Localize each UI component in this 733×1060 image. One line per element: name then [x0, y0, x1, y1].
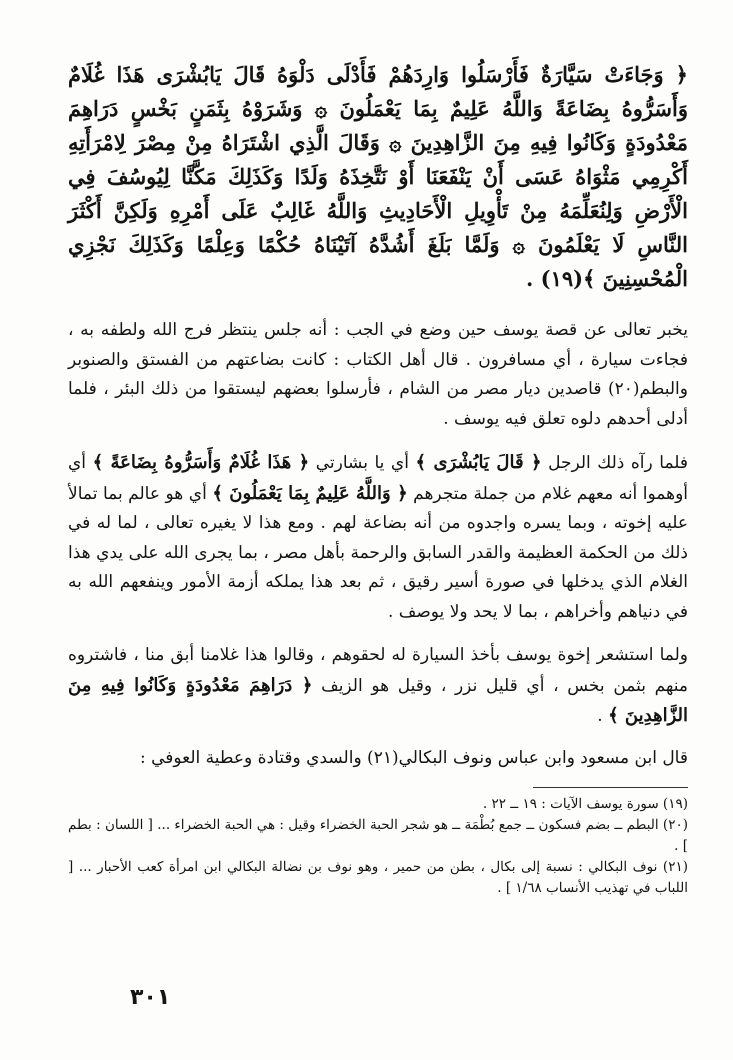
commentary-paragraph-1: يخبر تعالى عن قصة يوسف حين وضع في الجب : أنه جلس ينتظر فرج الله ولطفه به ، فجاءت سيارة ، أي مسافرون . قال أهل الكتاب : كانت بضاعتهم من الفستق والصنوبر والبطم(٢٠) قاصدين ديار مصر من الشام ، فأرسلوا بعضهم ليستقوا من ذلك البئر ، فلما أدلى أحدهم دلوه تعلق فيه يوسف . [68, 320, 688, 429]
text-segment: . [597, 706, 603, 726]
quran-quote: ﴿ قَالَ يَابُشْرَى ﴾ [415, 452, 542, 473]
footnote-19: (١٩) سورة يوسف الآيات : ١٩ ــ ٢٢ . [482, 796, 688, 812]
quran-verse-block: ﴿ وَجَاءَتْ سَيَّارَةٌ فَأَرْسَلُوا وَارِدَهُمْ فَأَدْلَى دَلْوَهُ قَالَ يَابُشْرَى هَذَا غُلَامٌ وَأَسَرُّوهُ بِضَاعَةً وَاللَّهُ عَلِيمٌ بِمَا يَعْمَلُونَ ۞ وَشَرَوْهُ بِثَمَنٍ بَخْسٍ دَرَاهِمَ مَعْدُودَةٍ وَكَانُوا فِيهِ مِنَ الزَّاهِدِينَ ۞ وَقَالَ الَّذِي اشْتَرَاهُ مِنْ مِصْرَ لِامْرَأَتِهِ أَكْرِمِي مَثْوَاهُ عَسَى أَنْ يَنْفَعَنَا أَوْ نَتَّخِذَهُ وَلَدًا وَكَذَلِكَ مَكَّنَّا لِيُوسُفَ فِي الْأَرْضِ وَلِنُعَلِّمَهُ مِنْ تَأْوِيلِ الْأَحَادِيثِ وَاللَّهُ غَالِبٌ عَلَى أَمْرِهِ وَلَكِنَّ أَكْثَرَ النَّاسِ لَا يَعْلَمُونَ ۞ وَلَمَّا بَلَغَ أَشُدَّهُ آتَيْنَاهُ حُكْمًا وَعِلْمًا وَكَذَلِكَ نَجْزِي الْمُحْسِنِينَ ﴾(١٩) . [68, 62, 688, 291]
page-number: ٣٠١ [130, 985, 171, 1010]
footnote-21: (٢١) نوف البكالي : نسبة إلى بكال ، بطن من حمير ، وهو نوف بن نضالة البكالي ابن امرأة كعب الأحبار ... [ اللباب في تهذيب الأنساب ١/٦٨ ] . [68, 859, 688, 896]
footnote-divider [533, 787, 688, 788]
text-segment: ولما استشعر إخوة يوسف بأخذ السيارة له لحقوهم ، وقالوا هذا غلامنا أبق منا ، فاشتروه منهم بثمن بخس ، أي قليل نزر ، وقيل هو الزيف [68, 645, 689, 696]
page-body [68, 48, 688, 899]
commentary-paragraph-2 [68, 448, 688, 627]
text-segment: أي هو عالم بما تمالأ عليه إخوته ، وبما يسره واجدوه من أنه بضاعة لهم . ومع هذا لا يغيره تعالى ، لما له في ذلك من الحكمة العظيمة والقدر السابق والرحمة بأهل مصر ، بما يجرى الله على يدي هذا الغلام الذي يدخلها في صورة أسير رقيق ، ثم بعد هذا يملكه أزمة الأمور وينفعهم الله به في دنياهم وأخراهم ، بما لا يحد ولا يوصف . [68, 483, 688, 622]
text-segment: أي أوهموا أنه معهم غلام من جملة متجرهم [68, 453, 689, 504]
commentary-paragraph-3 [68, 641, 688, 732]
text-segment: فلما رآه ذلك الرجل [548, 453, 689, 473]
quran-quote: ﴿ وَاللَّهُ عَلِيمٌ بِمَا يَعْمَلُونَ ﴾ [212, 482, 408, 504]
quran-quote: ﴿ هَذَا غُلَامٌ وَأَسَرُّوهُ بِضَاعَةً ﴾ [92, 452, 310, 473]
commentary-paragraph-4: قال ابن مسعود وابن عباس ونوف البكالي(٢١) والسدي وقتادة وعطية العوفي : [139, 747, 688, 768]
quran-quote: ﴿ دَرَاهِمَ مَعْدُودَةٍ وَكَانُوا فِيهِ مِنَ الزَّاهِدِينَ ﴾ [68, 674, 688, 726]
footnote-20: (٢٠) البطم ــ بضم فسكون ــ جمع بُطْمَة ــ هو شجر الحبة الخضراء وقيل : هي الحبة الخضراء ... [ اللسان : بطم ] . [68, 817, 688, 854]
text-segment: أي يا بشارتي [315, 453, 409, 473]
